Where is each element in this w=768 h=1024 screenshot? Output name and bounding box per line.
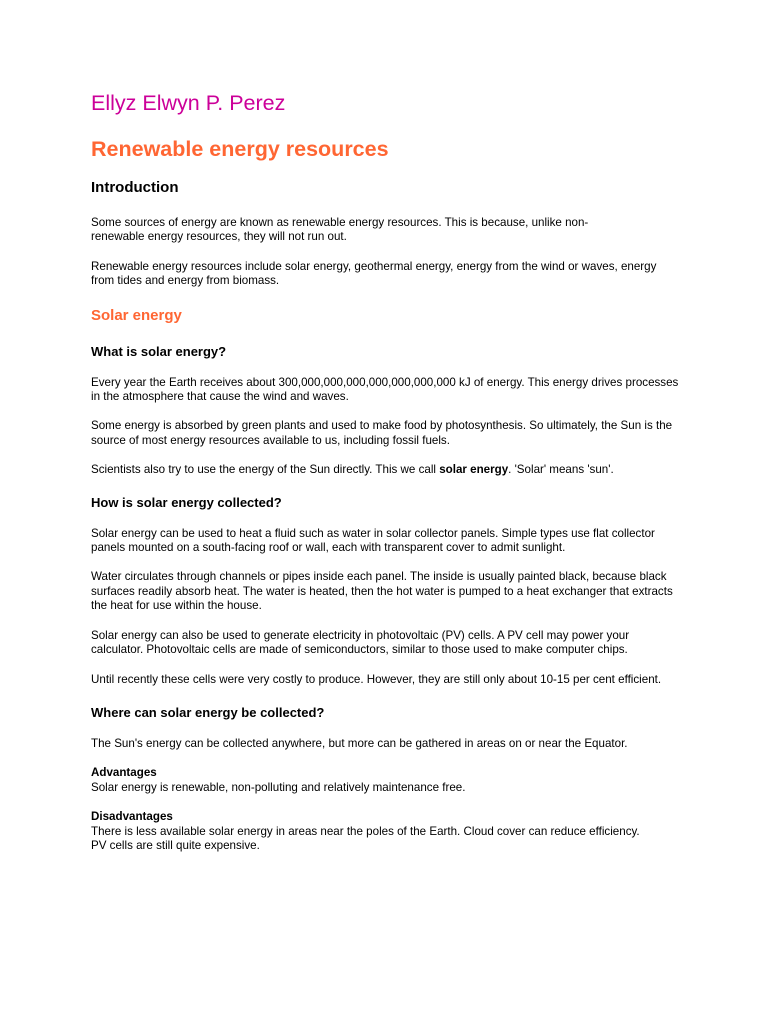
intro-paragraph-1: Some sources of energy are known as renewable energy resources. This is because, unlike non-renewable energy resources, they will not run out. (91, 216, 589, 244)
introduction-heading: Introduction (91, 179, 179, 196)
how-paragraph-1: Solar energy can be used to heat a fluid such as water in solar collector panels. Simple types use flat collector panels mounted on a south-facing roof or wall, each with transparent cover to admit sunlight. (91, 526, 655, 555)
where-collected-heading: Where can solar energy be collected? (91, 704, 325, 720)
solar-energy-heading: Solar energy (91, 306, 182, 324)
disadvantages-heading: Disadvantages (91, 810, 173, 824)
how-collected-heading: How is solar energy collected? (91, 494, 282, 510)
how-paragraph-3: Solar energy can also be used to generate electricity in photovoltaic (PV) cells. A PV cell may power your calculator. Photovoltaic cells are made of semiconductors, similar to those used to make computer chips. (91, 628, 630, 657)
how-paragraph-4: Until recently these cells were very costly to produce. However, they are still only about 10-15 per cent efficient. (91, 672, 662, 686)
intro-paragraph-2: Renewable energy resources include solar energy, geothermal energy, energy from the wind or waves, energy from tides and energy from biomass. (91, 259, 657, 288)
how-paragraph-2: Water circulates through channels or pipes inside each panel. The inside is usually painted black, because black surfaces readily absorb heat. The water is heated, then the hot water is pumped to a heat exchanger that extracts the heat for use within the house. (91, 570, 673, 613)
document-page (91, 88, 691, 853)
document-title: Renewable energy resources (91, 137, 389, 161)
solar-energy-term: solar energy (439, 463, 509, 477)
what-paragraph-1: Every year the Earth receives about 300,000,000,000,000,000,000,000 kJ of energy. This energy drives processes in the atmosphere that cause the wind and waves. (91, 375, 679, 404)
what-paragraph-2: Some energy is absorbed by green plants and used to make food by photosynthesis. So ultimately, the Sun is the source of most energy resources available to us, including fossil fuels. (91, 419, 673, 447)
what-paragraph-3 (91, 463, 681, 477)
what-is-solar-heading: What is solar energy? (91, 343, 227, 359)
author-name: Ellyz Elwyn P. Perez (91, 91, 286, 115)
what-paragraph-3-end: . 'Solar' means 'sun'. (508, 463, 614, 477)
disadvantages-text: There is less available solar energy in areas near the poles of the Earth. Cloud cover can reduce efficiency. PV cells are still quite expensive. (91, 824, 640, 852)
advantages-text: Solar energy is renewable, non-polluting and relatively maintenance free. (91, 780, 466, 794)
advantages-heading: Advantages (91, 766, 157, 780)
what-paragraph-3-start: Scientists also try to use the energy of the Sun directly. This we call (91, 463, 440, 477)
where-paragraph-1: The Sun's energy can be collected anywhere, but more can be gathered in areas on or near the Equator. (91, 736, 628, 750)
